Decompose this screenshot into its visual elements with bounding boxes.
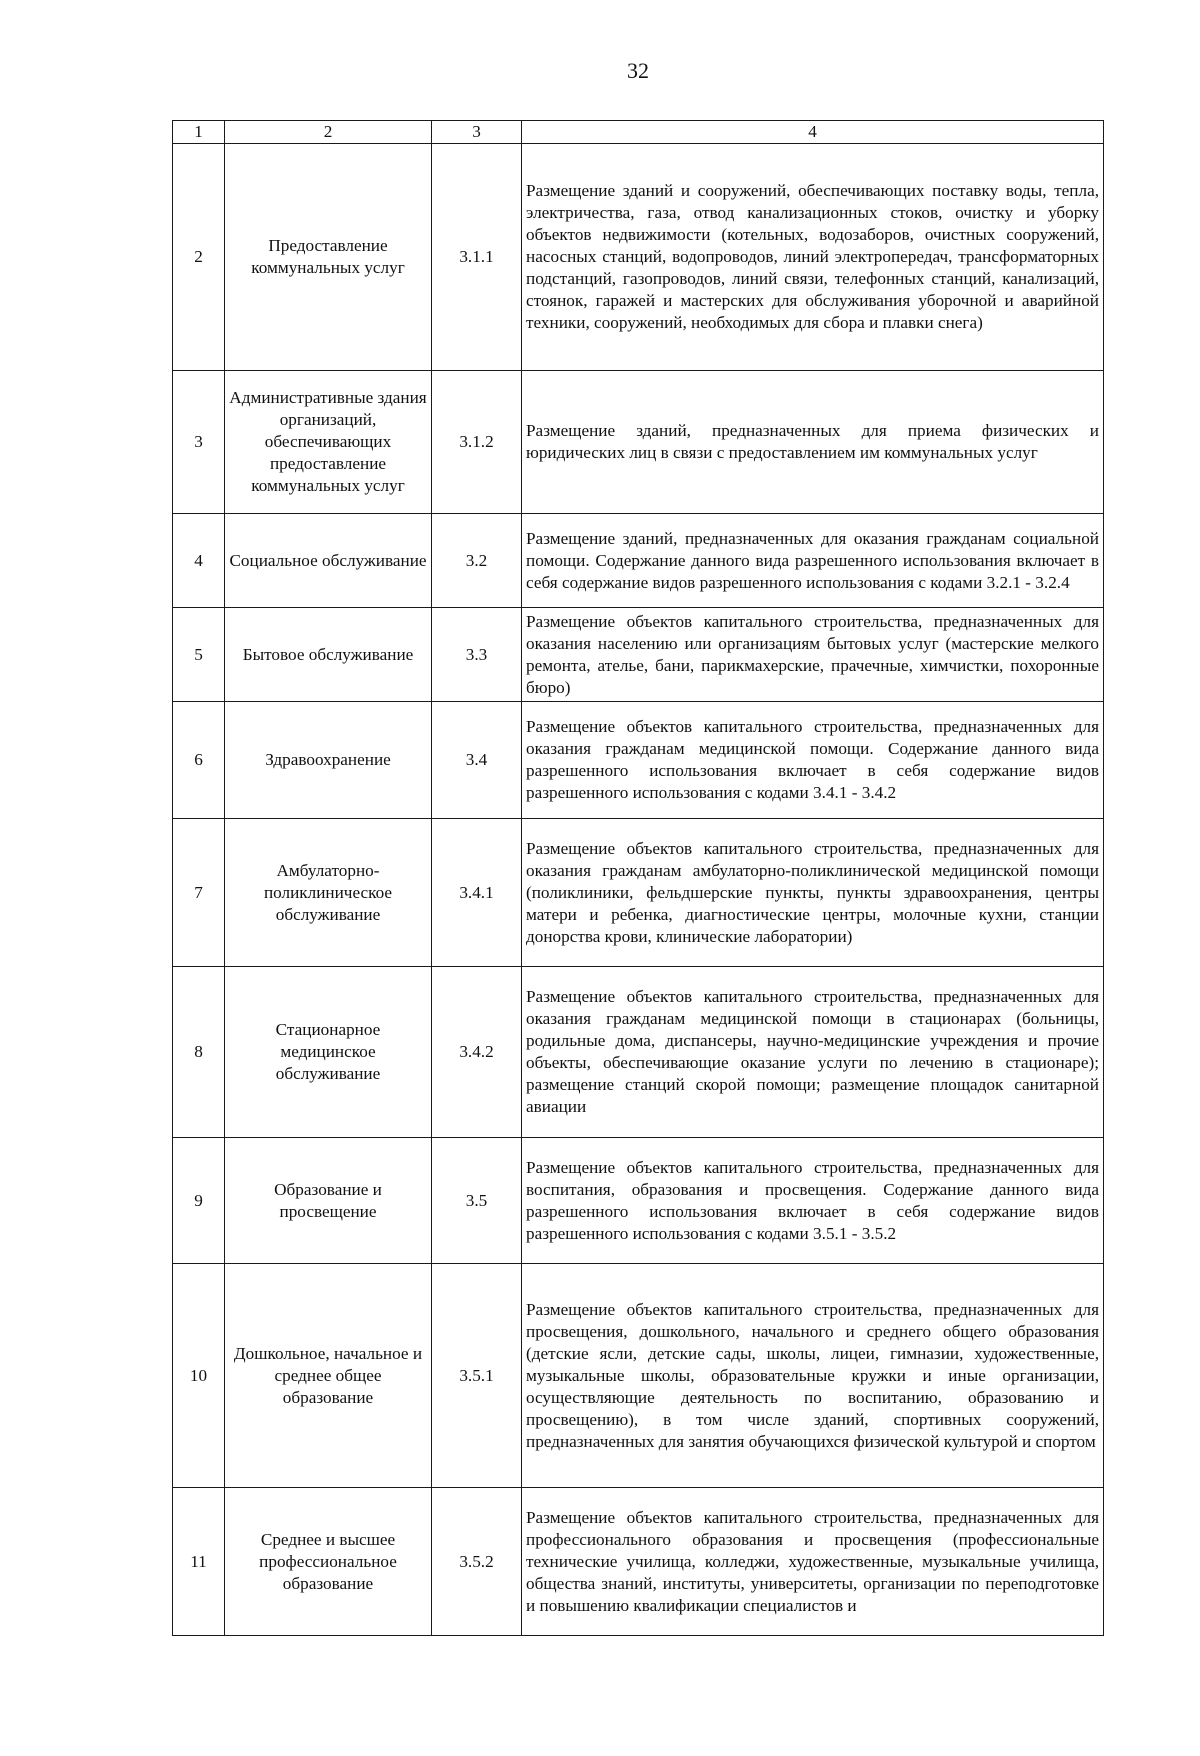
- row-number: 2: [173, 144, 225, 371]
- use-description: Размещение объектов капитального строительства, предназначенных для оказания гражданам медицинской помощи в стационарах (больницы, родильные дома, диспансеры, научно-медицинские учреждения и прочие объекты, обеспечивающие оказание услуги по лечению в стационаре); размещение станций скорой помощи; размещение площадок санитарной авиации: [522, 967, 1104, 1138]
- use-description: Размещение объектов капитального строительства, предназначенных для оказания гражданам амбулаторно-поликлинической медицинской помощи (поликлиники, фельдшерские пункты, пункты здравоохранения, центры матери и ребенка, диагностические центры, молочные кухни, станции донорства крови, клинические лаборатории): [522, 819, 1104, 967]
- use-code: 3.1.1: [432, 144, 522, 371]
- row-number: 11: [173, 1488, 225, 1636]
- table-row: [173, 819, 1104, 967]
- use-code: 3.4: [432, 702, 522, 819]
- use-code: 3.3: [432, 608, 522, 702]
- use-name: Образование и просвещение: [225, 1138, 432, 1264]
- row-number: 8: [173, 967, 225, 1138]
- page-number: 32: [627, 58, 649, 83]
- use-name: Дошкольное, начальное и среднее общее образование: [225, 1264, 432, 1488]
- table-row: [173, 702, 1104, 819]
- table-row: [173, 1138, 1104, 1264]
- header-col-3: 3: [432, 121, 522, 144]
- use-code: 3.5.2: [432, 1488, 522, 1636]
- row-number: 4: [173, 514, 225, 608]
- table-header-row: [173, 121, 1104, 144]
- table-row: [173, 371, 1104, 514]
- row-number: 5: [173, 608, 225, 702]
- header-col-4: 4: [522, 121, 1104, 144]
- row-number: 6: [173, 702, 225, 819]
- use-name: Стационарное медицинское обслуживание: [225, 967, 432, 1138]
- table-row: [173, 967, 1104, 1138]
- use-name: Амбулаторно-поликлиническое обслуживание: [225, 819, 432, 967]
- use-code: 3.5.1: [432, 1264, 522, 1488]
- table-row: [173, 608, 1104, 702]
- use-description: Размещение объектов капитального строительства, предназначенных для профессионального образования и просвещения (профессиональные технические училища, колледжи, художественные, музыкальные училища, общества знаний, институты, университеты, организации по переподготовке и повышению квалификации специалистов и: [522, 1488, 1104, 1636]
- table-row: [173, 514, 1104, 608]
- use-description: Размещение зданий и сооружений, обеспечивающих поставку воды, тепла, электричества, газа, отвод канализационных стоков, очистку и уборку объектов недвижимости (котельных, водозаборов, очистных сооружений, насосных станций, водопроводов, линий электропередач, трансформаторных подстанций, газопроводов, линий связи, телефонных станций, канализаций, стоянок, гаражей и мастерских для обслуживания уборочной и аварийной техники, сооружений, необходимых для сбора и плавки снега): [522, 144, 1104, 371]
- use-name: Предоставление коммунальных услуг: [225, 144, 432, 371]
- use-code: 3.2: [432, 514, 522, 608]
- table-row: [173, 144, 1104, 371]
- use-code: 3.4.1: [432, 819, 522, 967]
- use-description: Размещение объектов капитального строительства, предназначенных для воспитания, образования и просвещения. Содержание данного вида разрешенного использования включает в себя содержание видов разрешенного использования с кодами 3.5.1 - 3.5.2: [522, 1138, 1104, 1264]
- use-code: 3.1.2: [432, 371, 522, 514]
- header-col-1: 1: [173, 121, 225, 144]
- use-name: Среднее и высшее профессиональное образование: [225, 1488, 432, 1636]
- land-use-table: [172, 120, 1104, 1636]
- use-name: Здравоохранение: [225, 702, 432, 819]
- header-col-2: 2: [225, 121, 432, 144]
- row-number: 9: [173, 1138, 225, 1264]
- use-description: Размещение зданий, предназначенных для оказания гражданам социальной помощи. Содержание данного вида разрешенного использования включает в себя содержание видов разрешенного использования с кодами 3.2.1 - 3.2.4: [522, 514, 1104, 608]
- use-description: Размещение объектов капитального строительства, предназначенных для просвещения, дошкольного, начального и среднего общего образования (детские ясли, детские сады, школы, лицеи, гимназии, художественные, музыкальные школы, образовательные кружки и иные организации, осуществляющие деятельность по воспитанию, образованию и просвещению), в том числе зданий, спортивных сооружений, предназначенных для занятия обучающихся физической культурой и спортом: [522, 1264, 1104, 1488]
- use-description: Размещение объектов капитального строительства, предназначенных для оказания населению или организациям бытовых услуг (мастерские мелкого ремонта, ателье, бани, парикмахерские, прачечные, химчистки, похоронные бюро): [522, 608, 1104, 702]
- row-number: 10: [173, 1264, 225, 1488]
- use-name: Административные здания организаций, обеспечивающих предоставление коммунальных услуг: [225, 371, 432, 514]
- table-row: [173, 1264, 1104, 1488]
- use-name: Бытовое обслуживание: [225, 608, 432, 702]
- use-description: Размещение объектов капитального строительства, предназначенных для оказания гражданам медицинской помощи. Содержание данного вида разрешенного использования включает в себя содержание видов разрешенного использования с кодами 3.4.1 - 3.4.2: [522, 702, 1104, 819]
- row-number: 3: [173, 371, 225, 514]
- use-description: Размещение зданий, предназначенных для приема физических и юридических лиц в связи с предоставлением им коммунальных услуг: [522, 371, 1104, 514]
- use-code: 3.5: [432, 1138, 522, 1264]
- row-number: 7: [173, 819, 225, 967]
- table-row: [173, 1488, 1104, 1636]
- use-code: 3.4.2: [432, 967, 522, 1138]
- use-name: Социальное обслуживание: [225, 514, 432, 608]
